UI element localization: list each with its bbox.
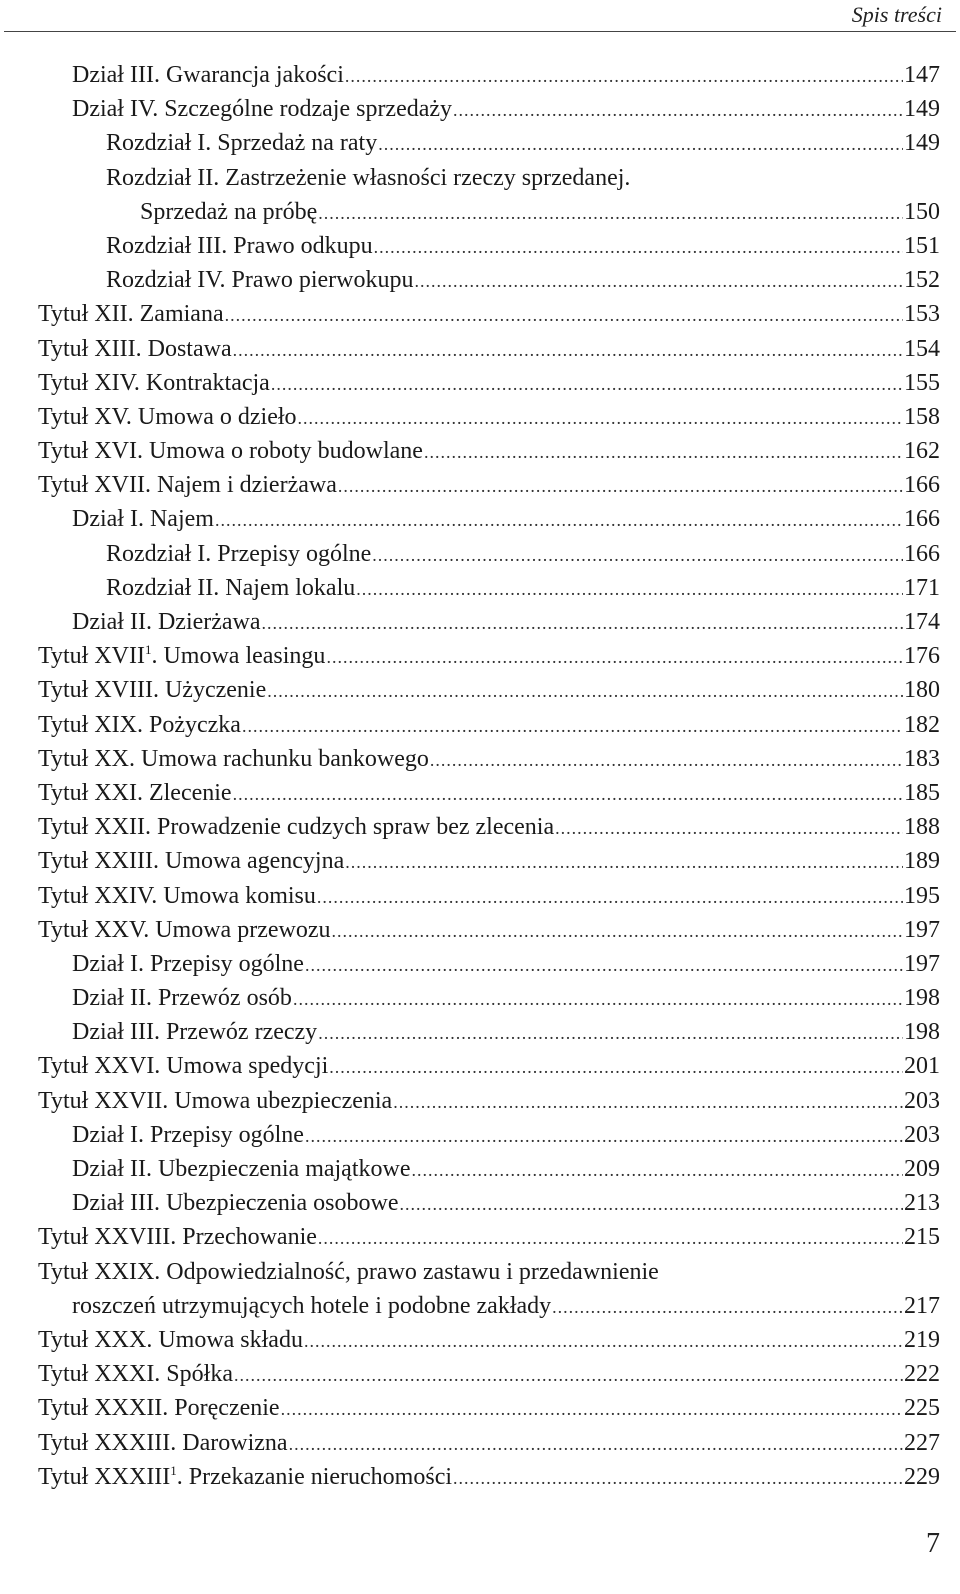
toc-entry-title: Tytuł XV. Umowa o dzieło bbox=[38, 403, 297, 430]
toc-entry-title: Dział II. Ubezpieczenia majątkowe bbox=[72, 1156, 411, 1182]
toc-page-number: 151 bbox=[904, 232, 940, 259]
toc-entry-title: Dział III. Gwarancja jakości bbox=[72, 62, 344, 88]
dot-leader bbox=[345, 845, 903, 879]
toc-page-number: 183 bbox=[904, 745, 940, 772]
toc-page-number: 203 bbox=[904, 1121, 940, 1148]
toc-entry-title: Tytuł XXVIII. Przechowanie bbox=[38, 1224, 317, 1251]
table-of-contents bbox=[0, 58, 960, 1494]
dot-leader bbox=[225, 298, 903, 332]
toc-entry bbox=[0, 639, 960, 673]
toc-entry-title: Dział I. Przepisy ogólne bbox=[72, 1121, 304, 1148]
toc-page-number: 213 bbox=[904, 1190, 940, 1217]
dot-leader bbox=[372, 538, 903, 572]
toc-entry bbox=[0, 1084, 960, 1118]
toc-page-number: 154 bbox=[904, 335, 940, 362]
toc-entry-title: Tytuł XXX. Umowa składu bbox=[38, 1326, 303, 1353]
toc-entry-title: Tytuł XXXII. Poręczenie bbox=[38, 1395, 280, 1422]
toc-entry bbox=[0, 1289, 960, 1323]
toc-entry bbox=[0, 605, 960, 639]
toc-entry bbox=[0, 161, 960, 195]
dot-leader bbox=[281, 1392, 903, 1426]
toc-entry bbox=[0, 1323, 960, 1357]
dot-leader bbox=[338, 469, 903, 503]
toc-entry-title: Tytuł XXVI. Umowa spedycji bbox=[38, 1053, 329, 1080]
toc-entry-title: Tytuł XII. Zamiana bbox=[38, 301, 224, 328]
toc-page-number: 225 bbox=[904, 1395, 940, 1422]
dot-leader bbox=[555, 811, 903, 845]
toc-page-number: 195 bbox=[904, 882, 940, 909]
toc-entry bbox=[0, 195, 960, 229]
toc-page-number: 189 bbox=[904, 848, 940, 875]
toc-entry bbox=[0, 126, 960, 160]
dot-leader bbox=[552, 1290, 903, 1324]
toc-entry bbox=[0, 332, 960, 366]
toc-entry-title: Tytuł XXIX. Odpowiedzialność, prawo zastawu i przedawnienie bbox=[38, 1258, 659, 1285]
toc-entry bbox=[0, 844, 960, 878]
toc-page-number: 188 bbox=[904, 814, 940, 841]
toc-entry bbox=[0, 502, 960, 536]
toc-entry-title: Rozdział III. Prawo odkupu bbox=[106, 232, 373, 259]
toc-page-number: 222 bbox=[904, 1361, 940, 1388]
dot-leader bbox=[304, 1324, 903, 1358]
toc-entry bbox=[0, 1255, 960, 1289]
toc-entry bbox=[0, 400, 960, 434]
toc-entry-title: Tytuł XIX. Pożyczka bbox=[38, 711, 241, 738]
dot-leader bbox=[318, 196, 903, 230]
dot-leader bbox=[271, 367, 903, 401]
toc-entry-title: Tytuł XXIII. Umowa agencyjna bbox=[38, 848, 345, 875]
toc-page-number: 152 bbox=[904, 267, 940, 294]
toc-entry bbox=[0, 1220, 960, 1254]
toc-entry-title: Dział IV. Szczególne rodzaje sprzedaży bbox=[72, 96, 453, 123]
toc-entry bbox=[0, 776, 960, 810]
toc-entry bbox=[0, 879, 960, 913]
toc-page-number: 180 bbox=[904, 677, 940, 704]
toc-entry-title: Sprzedaż na próbę bbox=[140, 198, 318, 225]
dot-leader bbox=[453, 1461, 903, 1495]
toc-entry bbox=[0, 742, 960, 776]
toc-page-number: 209 bbox=[904, 1156, 940, 1182]
toc-entry-title: Dział II. Przewóz osób bbox=[72, 985, 292, 1012]
dot-leader bbox=[262, 606, 903, 640]
dot-leader bbox=[332, 914, 904, 948]
toc-entry bbox=[0, 1118, 960, 1152]
toc-page-number: 217 bbox=[904, 1292, 940, 1319]
toc-page-number: 182 bbox=[904, 711, 940, 738]
toc-entry-title: Tytuł XVI. Umowa o roboty budowlane bbox=[38, 438, 423, 465]
toc-entry-title: Dział III. Ubezpieczenia osobowe bbox=[72, 1190, 399, 1217]
dot-leader bbox=[233, 333, 903, 367]
toc-page-number: 147 bbox=[904, 62, 940, 88]
dot-leader bbox=[374, 230, 903, 264]
dot-leader bbox=[267, 674, 903, 708]
toc-entry bbox=[0, 263, 960, 297]
toc-entry bbox=[0, 708, 960, 742]
dot-leader bbox=[400, 1187, 903, 1221]
toc-entry-title: Rozdział II. Najem lokalu bbox=[106, 574, 356, 601]
toc-entry bbox=[0, 981, 960, 1015]
dot-leader bbox=[289, 1427, 903, 1461]
toc-entry-title: Tytuł XX. Umowa rachunku bankowego bbox=[38, 745, 429, 772]
toc-page-number: 215 bbox=[904, 1224, 940, 1251]
toc-entry bbox=[0, 434, 960, 468]
dot-leader bbox=[378, 127, 903, 161]
toc-entry bbox=[0, 1186, 960, 1220]
toc-entry-title: Tytuł XXI. Zlecenie bbox=[38, 779, 232, 806]
toc-entry bbox=[0, 1049, 960, 1083]
toc-entry-title: Tytuł XVII$^1$. Umowa leasingu bbox=[38, 642, 326, 670]
dot-leader bbox=[424, 435, 903, 469]
toc-entry-title: roszczeń utrzymujących hotele i podobne zakłady bbox=[72, 1292, 552, 1319]
toc-page-number: 229 bbox=[904, 1463, 940, 1490]
toc-entry-title: Tytuł XXXI. Spółka bbox=[38, 1361, 233, 1388]
toc-entry bbox=[0, 947, 960, 981]
toc-entry bbox=[0, 673, 960, 707]
toc-entry-title: Tytuł XXV. Umowa przewozu bbox=[38, 916, 331, 943]
toc-entry-title: Rozdział I. Sprzedaż na raty bbox=[106, 130, 378, 157]
toc-entry-title: Tytuł XXII. Prowadzenie cudzych spraw bez zlecenia bbox=[38, 814, 555, 841]
toc-page-number: 155 bbox=[904, 369, 940, 396]
toc-page-number: 174 bbox=[904, 609, 940, 635]
toc-entry-title: Dział II. Dzierżawa bbox=[72, 609, 261, 635]
toc-entry-title: Tytuł XVIII. Użyczenie bbox=[38, 677, 267, 704]
toc-page-number: 198 bbox=[904, 1019, 940, 1046]
toc-page-number: 185 bbox=[904, 779, 940, 806]
toc-page-number: 150 bbox=[904, 198, 940, 225]
toc-entry bbox=[0, 810, 960, 844]
toc-entry-title: Tytuł XXVII. Umowa ubezpieczenia bbox=[38, 1087, 393, 1114]
toc-page-number: 166 bbox=[904, 540, 940, 567]
header-rule bbox=[4, 31, 956, 32]
dot-leader bbox=[317, 880, 903, 914]
dot-leader bbox=[318, 1016, 903, 1050]
dot-leader bbox=[415, 264, 904, 298]
toc-page-number: 227 bbox=[904, 1429, 940, 1456]
toc-entry bbox=[0, 1391, 960, 1425]
toc-page-number: 162 bbox=[904, 438, 940, 465]
toc-entry bbox=[0, 1015, 960, 1049]
toc-entry-title: Rozdział II. Zastrzeżenie własności rzeczy sprzedanej. bbox=[106, 164, 631, 191]
toc-page-number: 149 bbox=[904, 130, 940, 157]
toc-entry bbox=[0, 58, 960, 92]
dot-leader bbox=[305, 948, 903, 982]
toc-page-number: 153 bbox=[904, 301, 940, 328]
toc-entry-title: Tytuł XIII. Dostawa bbox=[38, 335, 232, 362]
toc-page-number: 171 bbox=[904, 574, 940, 601]
toc-page-number: 219 bbox=[904, 1326, 940, 1353]
dot-leader bbox=[345, 59, 903, 93]
toc-entry bbox=[0, 1357, 960, 1391]
dot-leader bbox=[293, 982, 903, 1016]
toc-entry-title: Rozdział IV. Prawo pierwokupu bbox=[106, 267, 414, 294]
toc-page-number: 166 bbox=[904, 472, 940, 499]
dot-leader bbox=[411, 1153, 903, 1187]
toc-entry-title: Tytuł XVII. Najem i dzierżawa bbox=[38, 472, 337, 499]
toc-entry-title: Tytuł XXIV. Umowa komisu bbox=[38, 882, 316, 909]
dot-leader bbox=[393, 1085, 903, 1119]
toc-entry bbox=[0, 1152, 960, 1186]
dot-leader bbox=[233, 777, 903, 811]
toc-page-number: 203 bbox=[904, 1087, 940, 1114]
toc-entry bbox=[0, 297, 960, 331]
dot-leader bbox=[242, 709, 903, 743]
toc-page-number: 166 bbox=[904, 506, 940, 533]
toc-entry-title: Tytuł XXXIII. Darowizna bbox=[38, 1429, 288, 1456]
toc-entry bbox=[0, 913, 960, 947]
dot-leader bbox=[305, 1119, 903, 1153]
dot-leader bbox=[234, 1358, 903, 1392]
dot-leader bbox=[318, 1221, 903, 1255]
toc-entry-title: Dział I. Najem bbox=[72, 506, 214, 533]
toc-entry bbox=[0, 229, 960, 263]
toc-entry bbox=[0, 1426, 960, 1460]
toc-entry-title: Tytuł XXXIII$^1$. Przekazanie nieruchomości bbox=[38, 1462, 453, 1490]
toc-entry bbox=[0, 537, 960, 571]
dot-leader bbox=[298, 401, 903, 435]
toc-entry bbox=[0, 468, 960, 502]
toc-page-number: 201 bbox=[904, 1053, 940, 1080]
page-number: 7 bbox=[926, 1528, 940, 1559]
toc-page-number: 198 bbox=[904, 985, 940, 1012]
toc-page-number: 176 bbox=[904, 643, 940, 670]
dot-leader bbox=[329, 1050, 903, 1084]
toc-entry bbox=[0, 1460, 960, 1494]
dot-leader bbox=[326, 640, 903, 674]
running-header: Spis treści bbox=[851, 2, 942, 27]
toc-entry bbox=[0, 92, 960, 126]
toc-entry-title: Tytuł XIV. Kontraktacja bbox=[38, 369, 270, 396]
dot-leader bbox=[453, 93, 903, 127]
toc-page-number: 197 bbox=[904, 950, 940, 977]
toc-page-number: 158 bbox=[904, 403, 940, 430]
toc-entry bbox=[0, 366, 960, 400]
toc-entry-title: Dział III. Przewóz rzeczy bbox=[72, 1019, 318, 1046]
toc-page-number: 197 bbox=[904, 916, 940, 943]
toc-entry bbox=[0, 571, 960, 605]
toc-entry-title: Rozdział I. Przepisy ogólne bbox=[106, 540, 372, 567]
superscript: 1 bbox=[170, 1462, 177, 1478]
dot-leader bbox=[356, 572, 903, 606]
toc-page-number: 149 bbox=[904, 96, 940, 123]
dot-leader bbox=[430, 743, 903, 777]
toc-entry-title: Dział I. Przepisy ogólne bbox=[72, 950, 304, 977]
superscript: 1 bbox=[144, 642, 152, 658]
dot-leader bbox=[215, 503, 903, 537]
